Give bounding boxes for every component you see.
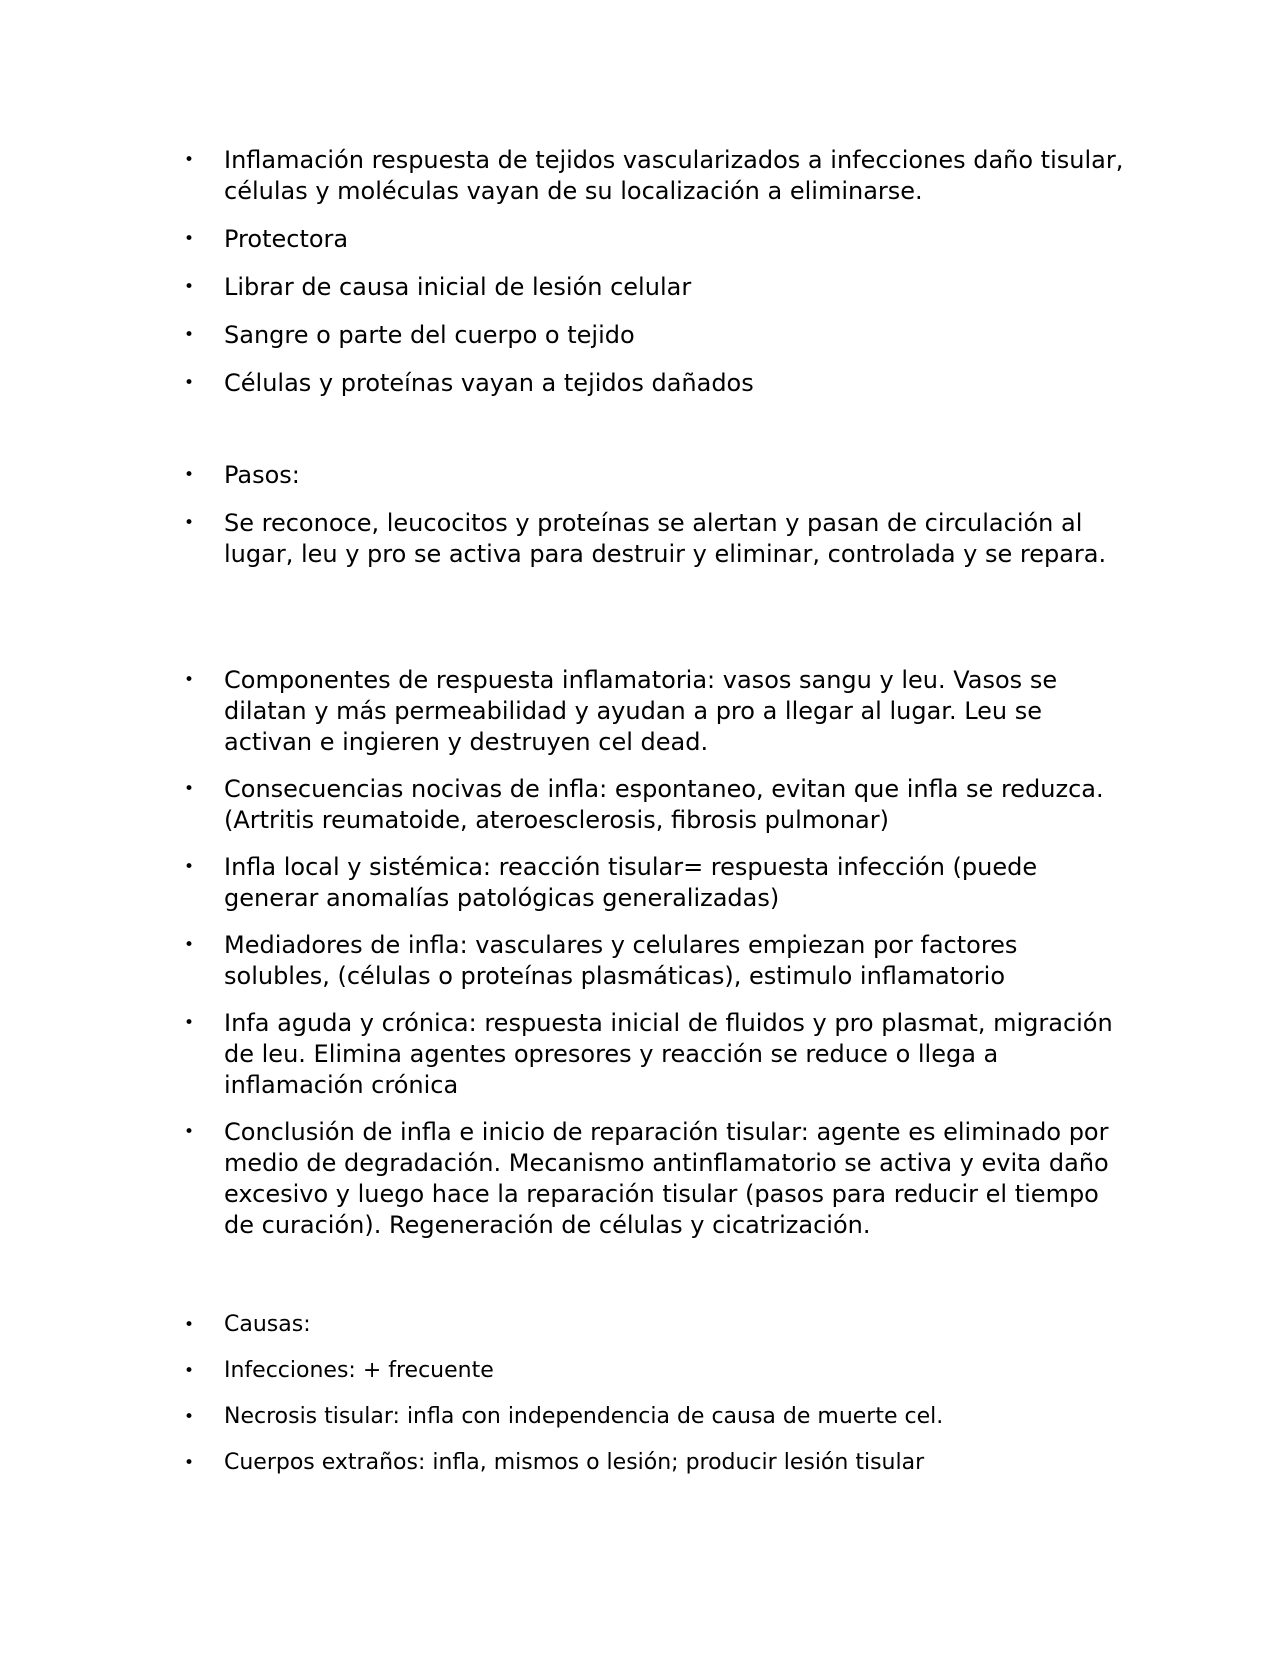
- list-item: [0, 1356, 1129, 1386]
- bullet-icon: •: [184, 779, 195, 799]
- list-item-text: Protectora: [224, 225, 349, 253]
- list-item-text: Infla local y sistémica: reacción tisular= respuesta infección (puede generar anomalías patológicas generalizadas): [224, 853, 1038, 912]
- bullet-icon: •: [184, 857, 195, 877]
- bullet-icon: •: [184, 1361, 195, 1381]
- bullet-list-pasos: [0, 460, 1129, 587]
- list-item-text: Mediadores de infla: vasculares y celulares empiezan por factores solubles, (células o proteínas plasmáticas), estimulo inflamatorio: [224, 931, 1018, 990]
- list-item: [0, 1402, 1129, 1432]
- list-item: [0, 774, 1129, 836]
- list-item: [0, 1310, 1129, 1340]
- list-item-text: Se reconoce, leucocitos y proteínas se alertan y pasan de circulación al lugar, leu y pro se activa para destruir y eliminar, controlada y se repara.: [224, 509, 1107, 568]
- bullet-icon: •: [184, 277, 195, 297]
- bullet-icon: •: [184, 1013, 195, 1033]
- bullet-icon: •: [184, 1453, 195, 1473]
- list-item: [0, 852, 1129, 914]
- bullet-icon: •: [184, 229, 195, 249]
- bullet-icon: •: [184, 465, 195, 485]
- list-item: [0, 665, 1129, 758]
- list-item-text: Infecciones: + frecuente: [224, 1358, 494, 1383]
- bullet-icon: •: [184, 150, 195, 170]
- list-item: [0, 1448, 1129, 1478]
- list-item: [0, 508, 1129, 570]
- list-item-text: Células y proteínas vayan a tejidos dañados: [224, 369, 754, 397]
- list-item-text: Cuerpos extraños: infla, mismos o lesión; producir lesión tisular: [224, 1450, 925, 1475]
- list-item-text: Componentes de respuesta inflamatoria: vasos sangu y leu. Vasos se dilatan y más permeabilidad y ayudan a pro a llegar al lugar. Leu se activan e ingieren y destruyen cel dead.: [224, 666, 1058, 756]
- bullet-icon: •: [184, 935, 195, 955]
- list-item-text: Sangre o parte del cuerpo o tejido: [224, 321, 635, 349]
- list-item: [0, 1117, 1129, 1241]
- bullet-list-introduccion: [0, 145, 1129, 416]
- list-item: [0, 145, 1129, 207]
- bullet-icon: •: [184, 1315, 195, 1335]
- list-item: [0, 224, 1129, 255]
- bullet-list-causas: [0, 1310, 1129, 1494]
- list-item-text: Inflamación respuesta de tejidos vascularizados a infecciones daño tisular, células y moléculas vayan de su localización a eliminarse.: [224, 146, 1124, 205]
- list-item-text: Necrosis tisular: infla con independencia de causa de muerte cel.: [224, 1404, 944, 1429]
- list-item-text: Infa aguda y crónica: respuesta inicial de fluidos y pro plasmat, migración de leu. Elimina agentes opresores y reacción se reduce o llega a inflamación crónica: [224, 1009, 1113, 1099]
- bullet-icon: •: [184, 670, 195, 690]
- list-item: [0, 460, 1129, 491]
- list-item-text: Pasos:: [224, 461, 300, 489]
- list-item: [0, 368, 1129, 399]
- list-item-text: Causas:: [224, 1312, 311, 1337]
- list-item: [0, 320, 1129, 351]
- list-item: [0, 1008, 1129, 1101]
- bullet-list-componentes: [0, 665, 1129, 1257]
- list-item: [0, 930, 1129, 992]
- bullet-icon: •: [184, 1407, 195, 1427]
- list-item-text: Consecuencias nocivas de infla: espontaneo, evitan que infla se reduzca. (Artritis reumatoide, ateroesclerosis, fibrosis pulmonar): [224, 775, 1104, 834]
- list-item-text: Conclusión de infla e inicio de reparación tisular: agente es eliminado por medio de degradación. Mecanismo antinflamatorio se activa y evita daño excesivo y luego hace la reparación tisular (pasos para reducir el tiempo de curación). Regeneración de células y cicatrización.: [224, 1118, 1109, 1239]
- bullet-icon: •: [184, 325, 195, 345]
- list-item-text: Librar de causa inicial de lesión celular: [224, 273, 692, 301]
- bullet-icon: •: [184, 1122, 195, 1142]
- bullet-icon: •: [184, 373, 195, 393]
- bullet-icon: •: [184, 513, 195, 533]
- list-item: [0, 272, 1129, 303]
